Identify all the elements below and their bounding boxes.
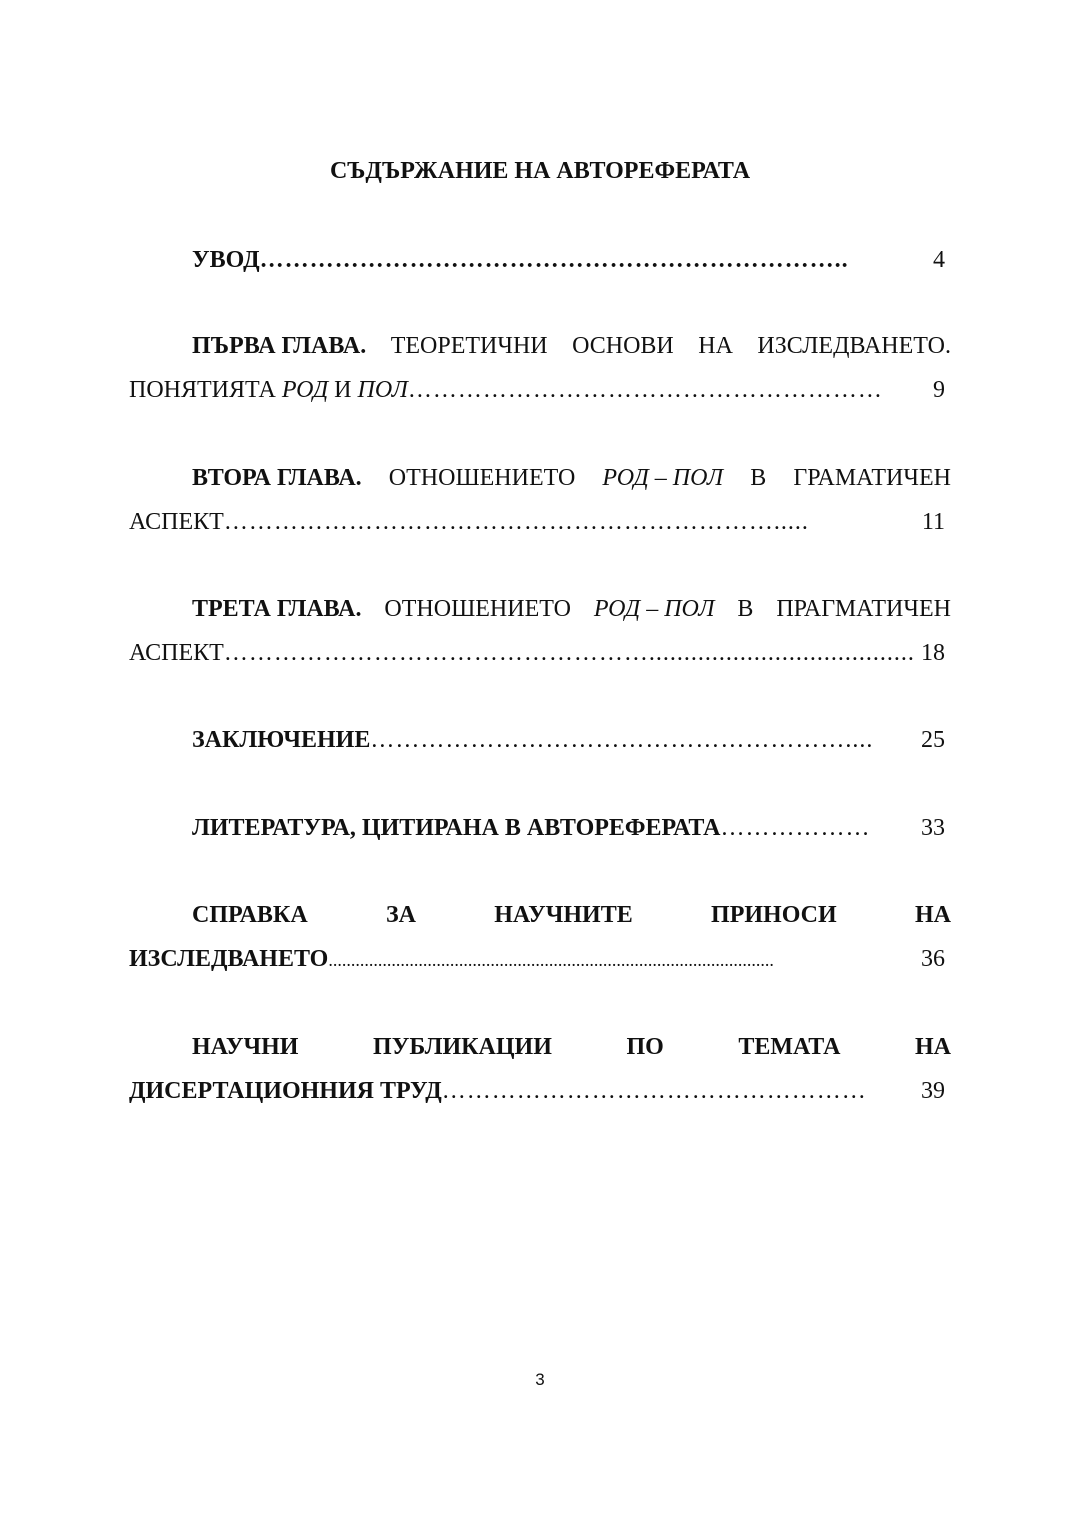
toc-entry-label: ЛИТЕРАТУРА, ЦИТИРАНА В АВТОРЕФЕРАТА [192, 815, 721, 841]
toc-title-continuation: ПОНЯТИЯТА РОД И ПОЛ [129, 377, 408, 403]
toc-leader-dots: …………………………………………………………….. [259, 247, 849, 273]
toc-page-number: 11 [921, 509, 945, 535]
toc-title-word: НА [914, 902, 951, 928]
toc-entry-label: УВОД [192, 247, 260, 273]
toc-title-word: ОТНОШЕНИЕТО [384, 596, 571, 622]
toc-entry-conclusion[interactable] [129, 718, 951, 762]
toc-title-word: ПРИНОСИ [711, 902, 837, 928]
toc-title-word: НАУЧНИ [192, 1034, 299, 1060]
toc-leader-dots: …………………………………………… [441, 1078, 867, 1104]
toc-entry-chapter-2[interactable] [129, 456, 951, 544]
toc-page-number: 4 [933, 247, 945, 273]
toc-entry-literature[interactable] [129, 806, 951, 850]
toc-title-word: ОСНОВИ [572, 333, 674, 359]
toc-title-word: ПО [626, 1034, 664, 1060]
toc-title-word: ЗА [385, 902, 416, 928]
toc-title-continuation: АСПЕКТ [129, 509, 224, 535]
toc-leader-dots: ………………………………………………….... [370, 727, 874, 753]
toc-title-word: ИЗСЛЕДВАНЕТО. [757, 333, 951, 359]
toc-title-word: НА [915, 1034, 951, 1060]
page-number: 3 [535, 1370, 545, 1389]
toc-page-number: 39 [921, 1078, 945, 1104]
toc-page-number: 36 [921, 946, 945, 972]
toc-title-word: ТЕОРЕТИЧНИ [390, 333, 548, 359]
toc-title-word: ОТНОШЕНИЕТО [388, 465, 576, 491]
toc-entry-publications[interactable] [129, 1025, 951, 1113]
toc-title-continuation: ДИСЕРТАЦИОННИЯ ТРУД [129, 1078, 442, 1104]
toc-title-word: В [750, 465, 767, 491]
toc-page-number: 9 [933, 377, 945, 403]
toc-title-word: НА [698, 333, 733, 359]
toc-entry-contributions[interactable] [129, 893, 951, 981]
toc-title-continuation: АСПЕКТ [129, 640, 224, 666]
toc-chapter-label: ПЪРВА ГЛАВА. [192, 333, 367, 359]
toc-page-number: 33 [921, 815, 945, 841]
toc-page-number: 25 [921, 727, 945, 753]
toc-title-word: ПУБЛИКАЦИИ [373, 1034, 552, 1060]
toc-chapter-label: ТРЕТА ГЛАВА. [192, 596, 362, 622]
toc-title-word: ТЕМАТА [738, 1034, 841, 1060]
toc-title-phrase: РОД – ПОЛ [602, 465, 724, 491]
toc-leader-dots: ……………… [720, 815, 871, 841]
toc-entry-chapter-1[interactable] [129, 324, 951, 412]
page-title: СЪДЪРЖАНИЕ НА АВТОРЕФЕРАТА [329, 158, 751, 184]
toc-leader-dots: ................................................................................................... [328, 950, 774, 970]
toc-title-word: НАУЧНИТЕ [494, 902, 633, 928]
toc-entry-intro[interactable] [129, 238, 951, 282]
toc-title-word: ПРАГМАТИЧЕН [776, 596, 951, 622]
toc-title-word: В [737, 596, 754, 622]
toc-title-word: СПРАВКА [192, 902, 308, 928]
toc-title-phrase: РОД – ПОЛ [593, 596, 715, 622]
toc-term-rod: РОД [281, 377, 329, 403]
toc-leader-dots: ……………………………………………...................................... [223, 640, 915, 666]
toc-entry-label: ЗАКЛЮЧЕНИЕ [192, 727, 371, 753]
toc-entry-chapter-3[interactable] [129, 587, 951, 675]
toc-title-continuation: ИЗСЛЕДВАНЕТО [129, 946, 329, 972]
toc-page-number: 18 [921, 640, 945, 666]
toc-chapter-label: ВТОРА ГЛАВА. [192, 465, 362, 491]
toc-title-word: ГРАМАТИЧЕН [793, 465, 951, 491]
toc-leader-dots: ………………………………………………… [407, 377, 883, 403]
toc-term-pol: ПОЛ [357, 377, 408, 403]
toc-leader-dots: …………………………………………………………..... [223, 509, 809, 535]
